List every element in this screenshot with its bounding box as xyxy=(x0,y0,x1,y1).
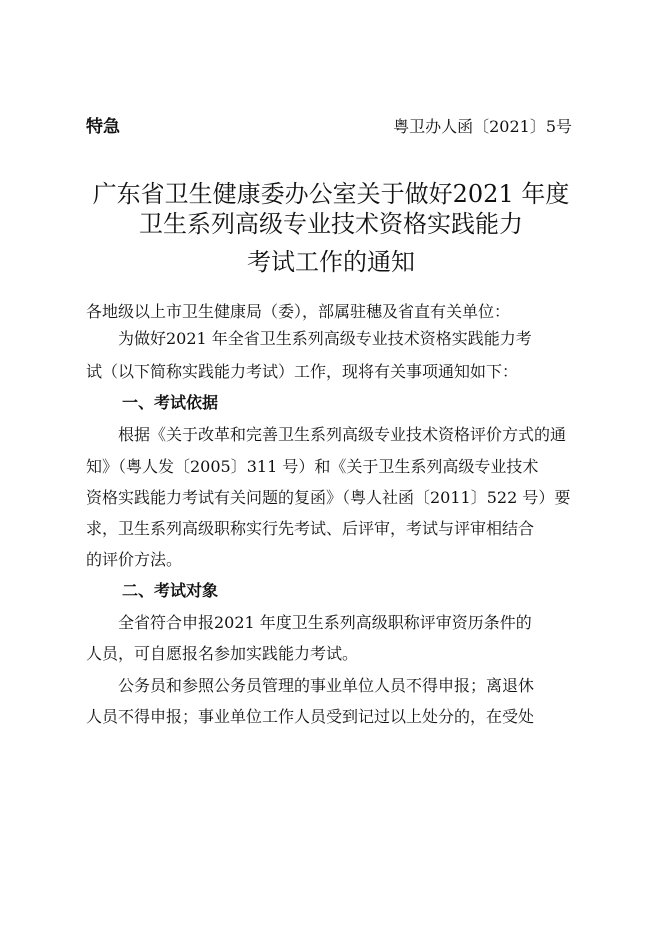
document-number: 粤卫办人函〔2021〕5号 xyxy=(393,117,572,136)
addressee-line: 各地级以上市卫生健康局（委），部属驻穗及省直有关单位： xyxy=(86,302,511,321)
paragraph-line: 的评价方法。 xyxy=(86,550,183,569)
title-line-1: 广东省卫生健康委办公室关于做好2021 年度 xyxy=(92,180,570,208)
paragraph-line: 知》（粤人发〔2005〕311 号）和《关于卫生系列高级专业技术 xyxy=(86,457,539,476)
section-heading-basis: 一、考试依据 xyxy=(122,393,219,412)
title-line-3: 考试工作的通知 xyxy=(247,248,415,276)
title-line-2: 卫生系列高级专业技术资格实践能力 xyxy=(139,210,523,238)
paragraph-line: 根据《关于改革和完善卫生系列高级专业技术资格评价方式的通 xyxy=(86,425,567,444)
section-heading-target: 二、考试对象 xyxy=(122,581,219,600)
paragraph-line: 人员不得申报；事业单位工作人员受到记过以上处分的，在受处 xyxy=(86,707,535,726)
paragraph-line: 试（以下简称实践能力考试）工作，现将有关事项通知如下： xyxy=(86,362,519,381)
urgency-label: 特急 xyxy=(86,117,120,137)
document-header xyxy=(86,116,572,140)
paragraph-line: 人员，可自愿报名参加实践能力考试。 xyxy=(86,644,359,663)
paragraph-line: 资格实践能力考试有关问题的复函》（粤人社函〔2011〕522 号）要 xyxy=(86,488,571,507)
paragraph-line: 全省符合申报2021 年度卫生系列高级职称评审资历条件的 xyxy=(86,613,532,632)
paragraph-line: 求，卫生系列高级职称实行先考试、后评审，考试与评审相结合 xyxy=(86,519,535,538)
paragraph-line: 为做好2021 年全省卫生系列高级专业技术资格实践能力考 xyxy=(86,329,532,348)
paragraph-line: 公务员和参照公务员管理的事业单位人员不得申报；离退休 xyxy=(86,676,535,695)
